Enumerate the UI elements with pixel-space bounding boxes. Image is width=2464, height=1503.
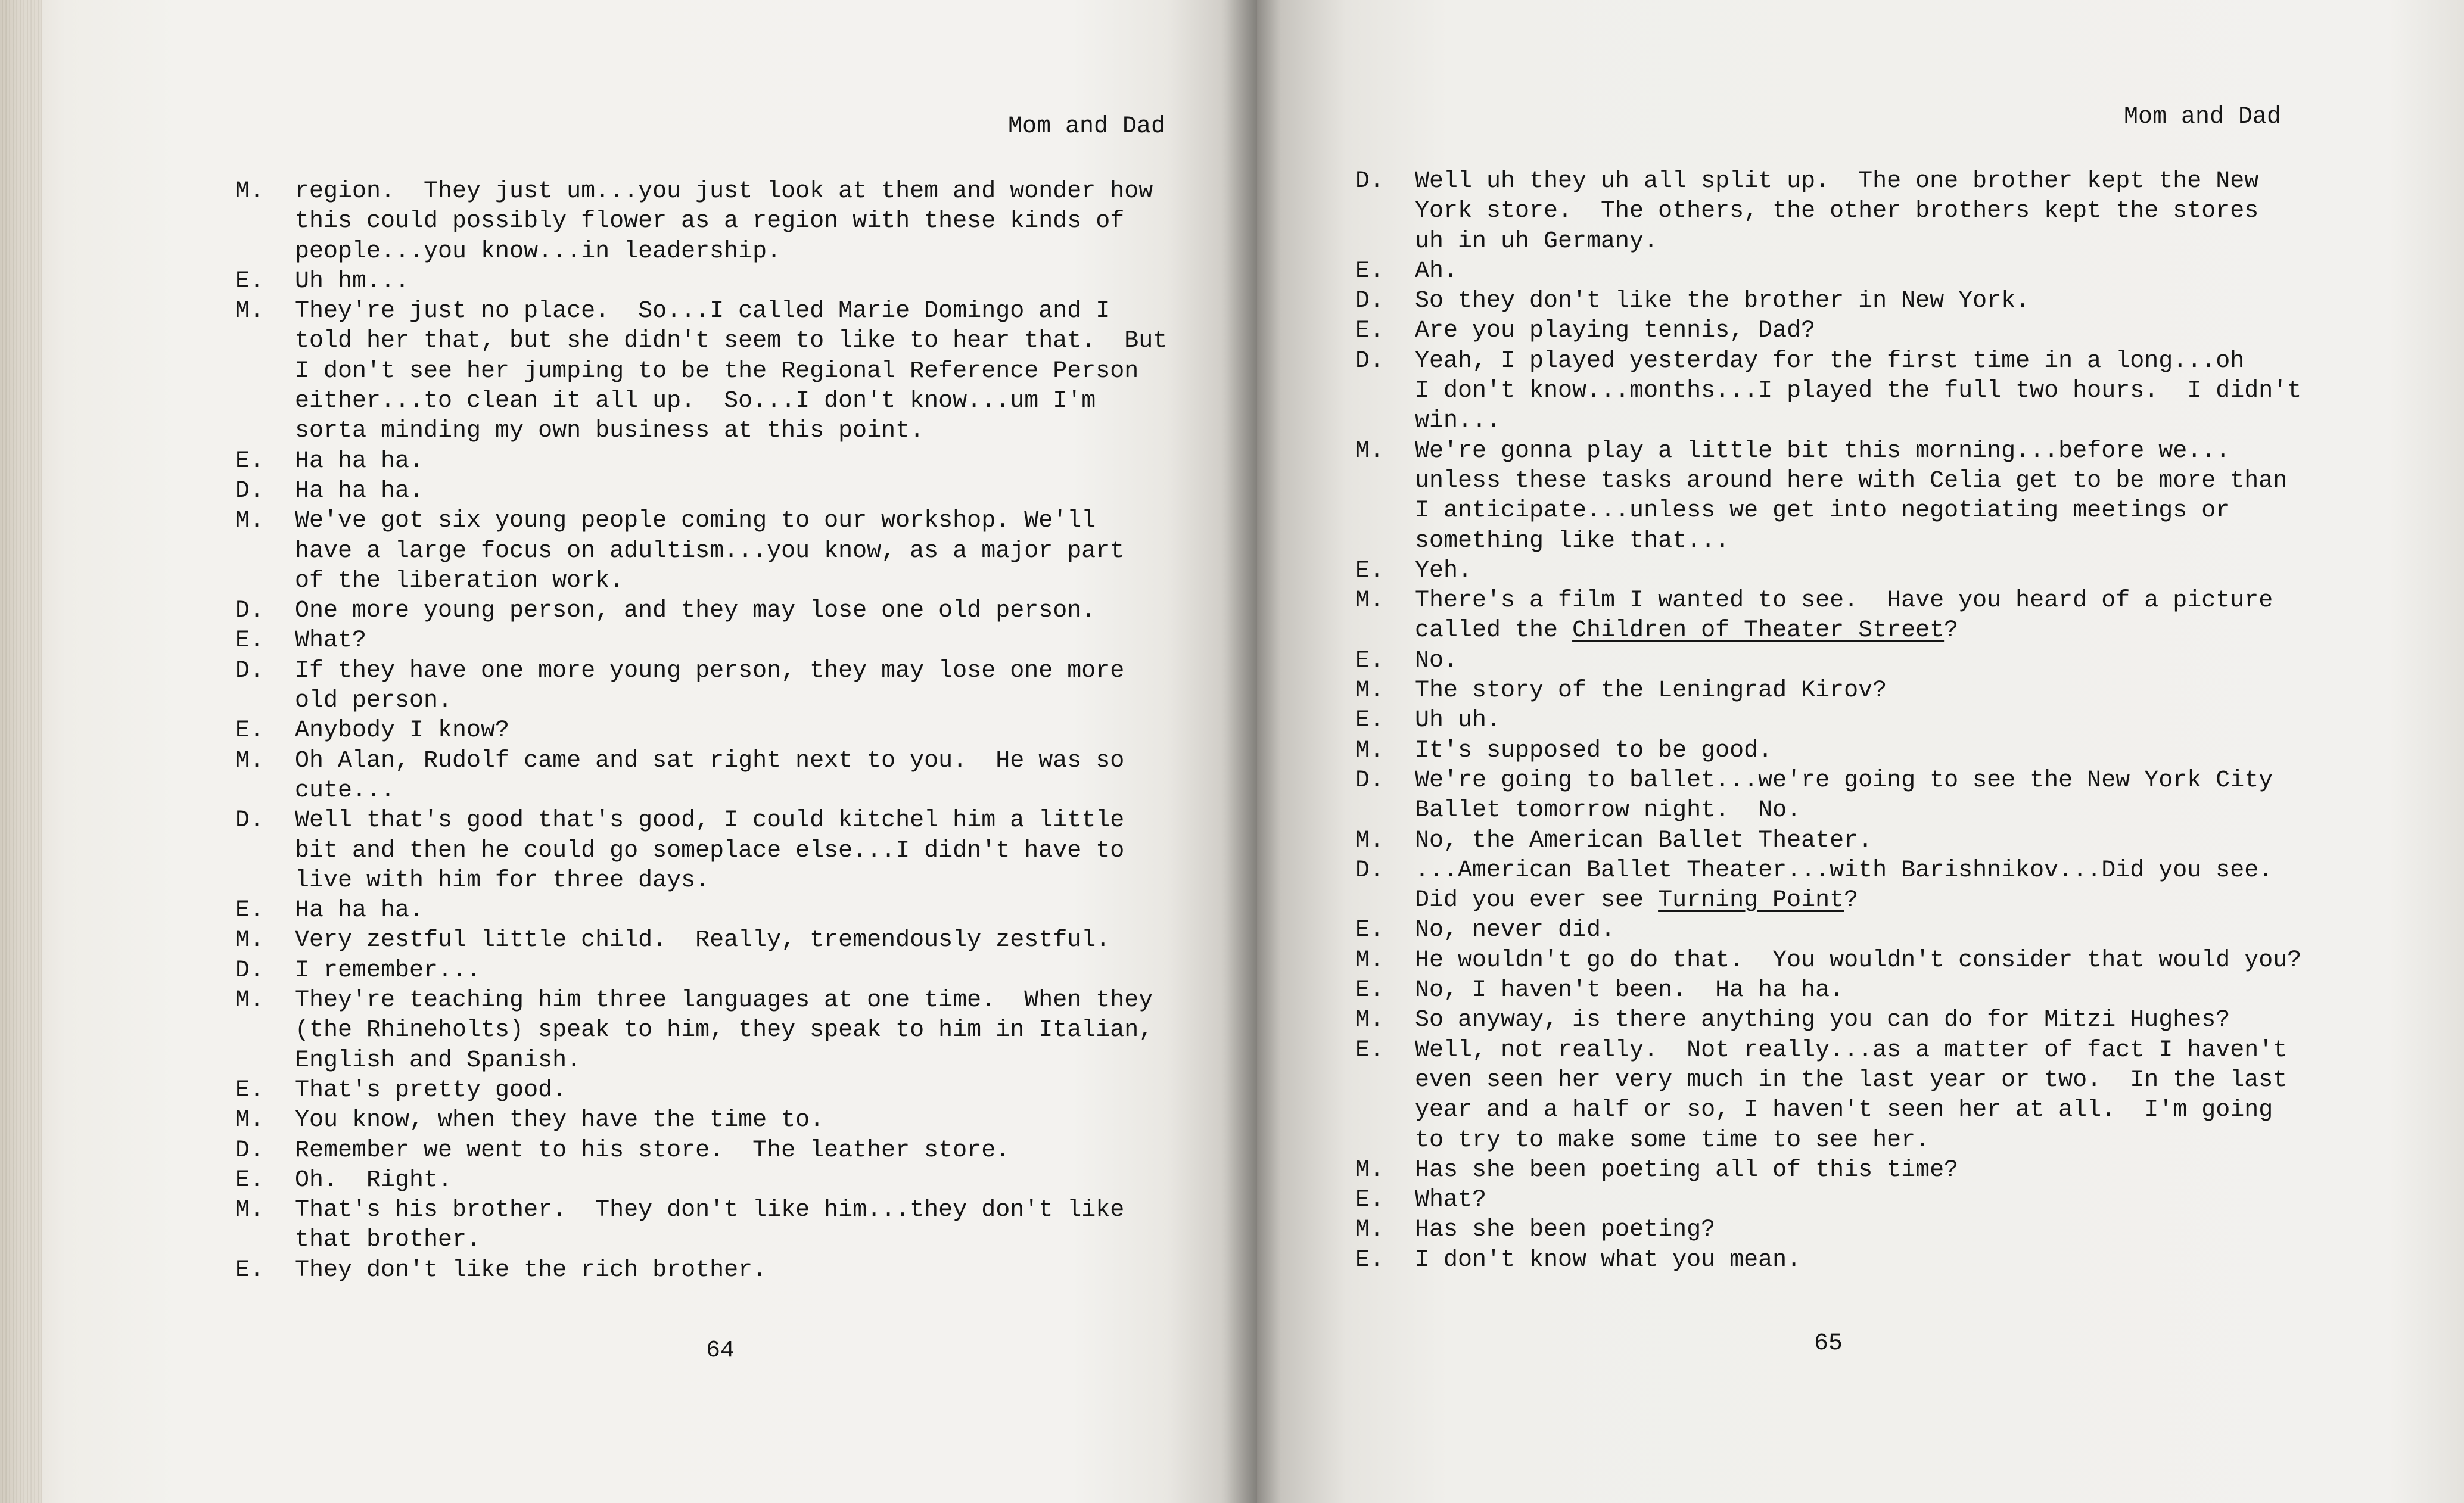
line-text-main: The story of the Leningrad Kirov? [1415,677,1887,705]
line-text-main: called the [1415,617,1573,645]
speaker-label: D. [235,1137,265,1164]
speaker-label: E. [1355,647,1385,674]
line-text [295,477,424,506]
line-text-main: If they have one more young person, they may lose one more [295,657,1125,684]
line-text-main: uh in uh Germany. [1415,228,1659,255]
line-text [1415,706,1501,736]
line-text [1415,886,1858,916]
line-text [295,416,924,446]
line-text-main: of the liberation work. [295,567,624,595]
speaker-label: E. [1355,1246,1385,1274]
line-text-main: There's a film I wanted to see. Have you heard of a picture [1415,587,2273,615]
line-text [1415,856,2273,886]
line-text [295,926,1110,956]
line-text [295,1225,481,1255]
line-text [1415,976,1844,1006]
line-text-main: bit and then he could go someplace else...I didn't have to [295,837,1125,864]
line-text [1415,646,1458,676]
line-text-main: I remember... [295,957,481,984]
line-text-main: ...American Ballet Theater...with Barishnikov...Did you see. [1415,857,2273,884]
line-text-main: either...to clean it all up. So...I don't know...um I'm [295,388,1096,415]
line-text-main: I anticipate...unless we get into negotiating meetings or [1415,497,2230,525]
line-text [295,776,395,806]
line-text [1415,1156,1958,1185]
line-text-main: Oh. Right. [295,1166,453,1194]
speaker-label: E. [1355,977,1385,1004]
line-text-main: I don't see her jumping to be the Regional Reference Person [295,357,1139,385]
speaker-label: E. [235,1256,265,1284]
line-text-main: this could possibly flower as a region with these kinds of [295,208,1125,235]
underlined-title: Children of Theater Street [1572,617,1945,645]
line-text-main: that brother. [295,1227,481,1254]
line-text-main: We're gonna play a little bit this morning...before we... [1415,437,2230,465]
line-text-tail: ? [1944,617,1959,645]
line-text [1415,287,2030,316]
speaker-label: D. [1355,857,1385,884]
speaker-label: D. [235,598,265,625]
line-text-main: What? [295,627,367,655]
line-text [1415,347,2244,376]
speaker-label: E. [1355,1187,1385,1214]
speaker-label: E. [1355,1037,1385,1064]
line-text [295,686,452,716]
line-text [295,716,509,746]
line-text-main: No. [1415,647,1458,674]
line-text-main: Ha ha ha. [295,477,424,505]
line-text-main: No, I haven't been. Ha ha ha. [1415,977,1844,1004]
line-text-main: to try to make some time to see her. [1415,1127,1930,1154]
speaker-label: D. [235,477,265,505]
line-text [1415,826,1872,856]
speaker-label: M. [235,927,265,954]
line-text [1415,1185,1486,1215]
line-text [295,447,424,477]
speaker-label: E. [235,447,265,475]
line-text-main: old person. [295,687,453,715]
line-text-main: Ha ha ha. [295,897,424,925]
line-text-main: Has she been poeting all of this time? [1415,1156,1959,1184]
speaker-label: M. [235,747,265,774]
line-text-main: Has she been poeting? [1415,1216,1716,1244]
line-text-main: win... [1415,407,1501,435]
line-text-main: Yeah, I played yesterday for the first time in a long...oh [1415,347,2245,375]
line-text-main: Anybody I know? [295,717,510,745]
line-text [295,626,366,656]
line-text-main: Ha ha ha. [295,447,424,475]
line-text-tail: ? [1844,887,1859,914]
line-text [1415,1036,2287,1066]
line-text [1415,1246,1801,1275]
line-text-main: It's supposed to be good. [1415,737,1773,764]
running-head: Mom and Dad [1008,113,1166,140]
line-text-main: They're just no place. So...I called Marie Domingo and I [295,298,1110,325]
speaker-label: E. [1355,557,1385,584]
page-edge-stack [0,0,42,1503]
speaker-label: M. [1355,737,1385,764]
line-text [295,806,1124,836]
line-text [295,267,409,297]
line-text-main: told her that, but she didn't seem to like to hear that. But [295,328,1168,355]
line-text-main: One more young person, and they may lose one old person. [295,598,1096,625]
speaker-label: M. [1355,827,1385,854]
line-text [295,537,1124,567]
line-text [295,177,1153,207]
line-text [295,357,1138,387]
line-text [1415,466,2287,496]
line-text-main: We're going to ballet...we're going to see the New York City [1415,767,2273,794]
line-text-main: He wouldn't go do that. You wouldn't consider that would you? [1415,947,2302,974]
speaker-label: E. [235,1076,265,1104]
line-text [295,836,1124,866]
speaker-label: E. [1355,707,1385,735]
line-text-main: even seen her very much in the last year or two. In the last [1415,1066,2288,1094]
line-text [1415,676,1887,706]
speaker-label: D. [235,807,265,835]
speaker-label: D. [1355,288,1385,315]
line-text-main: Did you ever see [1415,887,1659,914]
speaker-label: M. [1355,677,1385,705]
speaker-label: D. [1355,168,1385,195]
line-text-main: cute... [295,777,396,804]
speaker-label: M. [1355,1007,1385,1034]
line-text [1415,1066,2287,1096]
line-text-main: something like that... [1415,527,1730,555]
line-text [1415,586,2273,616]
speaker-label: E. [235,897,265,925]
line-text-main: live with him for three days. [295,867,710,894]
line-text [295,1016,1153,1045]
line-text-main: Remember we went to his store. The leather store. [295,1137,1010,1164]
line-text-main: region. They just um...you just look at them and wonder how [295,178,1153,205]
line-text-main: They're teaching him three languages at one time. When they [295,987,1153,1015]
line-text [295,207,1124,237]
line-text-main: You know, when they have the time to. [295,1107,825,1134]
line-text [1415,556,1472,586]
line-text-main: Ah. [1415,257,1458,285]
line-text-main: What? [1415,1187,1487,1214]
line-text-main: York store. The others, the other brothers kept the stores [1415,198,2259,225]
line-text [1415,736,1772,766]
line-text [1415,197,2258,226]
line-text [295,297,1110,326]
line-text-main: people...you know...in leadership. [295,238,782,265]
line-text-main: sorta minding my own business at this point. [295,418,925,445]
line-text [1415,916,1615,945]
line-text [1415,406,1501,436]
line-text [1415,376,2301,406]
line-text-main: Ballet tomorrow night. No. [1415,797,1802,824]
speaker-label: E. [1355,917,1385,944]
line-text-main: So anyway, is there anything you can do for Mitzi Hughes? [1415,1007,2230,1034]
line-text-main: unless these tasks around here with Celia get to be more than [1415,467,2288,494]
line-text-main: That's pretty good. [295,1076,567,1104]
line-text [295,1136,1010,1166]
line-text [1415,766,2273,796]
speaker-label: M. [235,508,265,535]
line-text [295,866,710,896]
line-text [295,956,481,986]
speaker-label: E. [1355,318,1385,345]
line-text [295,387,1096,416]
line-text [295,506,1096,536]
line-text [1415,316,1815,346]
speaker-label: M. [235,1197,265,1224]
line-text-main: Very zestful little child. Really, tremendously zestful. [295,927,1110,954]
speaker-label: M. [1355,437,1385,465]
speaker-label: M. [1355,1216,1385,1244]
line-text [295,1166,452,1196]
line-text [295,1256,767,1286]
page-number: 64 [706,1337,735,1364]
speaker-label: E. [1355,257,1385,285]
line-text-main: We've got six young people coming to our workshop. We'll [295,508,1096,535]
speaker-label: E. [235,717,265,745]
line-text [1415,796,1801,826]
line-text [1415,616,1958,646]
speaker-label: M. [1355,1156,1385,1184]
line-text [295,567,624,596]
line-text-main: I don't know...months...I played the full two hours. I didn't [1415,378,2302,405]
line-text-main: Are you playing tennis, Dad? [1415,318,1816,345]
speaker-label: M. [1355,947,1385,974]
line-text [295,656,1124,686]
line-text [1415,496,2230,526]
line-text-main: No, the American Ballet Theater. [1415,827,1873,854]
line-text [1415,1215,1715,1245]
line-text-main: Oh Alan, Rudolf came and sat right next to you. He was so [295,747,1125,774]
line-text-main: Well, not really. Not really...as a matter of fact I haven't [1415,1037,2288,1064]
line-text-main: have a large focus on adultism...you know, as a major part [295,537,1125,565]
line-text-main: Well uh they uh all split up. The one brother kept the New [1415,168,2259,195]
line-text [295,1106,824,1135]
line-text [295,1046,581,1076]
speaker-label: E. [235,627,265,655]
line-text [1415,527,1729,556]
line-text-main: That's his brother. They don't like him...they don't like [295,1197,1125,1224]
line-text [1415,257,1458,287]
line-text-main: They don't like the rich brother. [295,1256,767,1284]
running-head: Mom and Dad [2124,104,2282,130]
line-text [1415,946,2301,976]
line-text [1415,1096,2273,1125]
speaker-label: D. [235,657,265,684]
line-text [295,746,1124,776]
speaker-label: D. [1355,347,1385,375]
line-text-main: English and Spanish. [295,1047,581,1074]
speaker-label: D. [1355,767,1385,794]
spine-shadow [1221,0,1257,1503]
speaker-label: E. [235,267,265,295]
line-text [295,1196,1124,1225]
line-text [295,326,1167,356]
line-text-main: Yeh. [1415,557,1473,584]
line-text-main: year and a half or so, I haven't seen her at all. I'm going [1415,1097,2273,1124]
page-number: 65 [1814,1330,1843,1357]
speaker-label: M. [235,987,265,1015]
line-text [295,596,1096,626]
line-text-main: I don't know what you mean. [1415,1246,1802,1274]
speaker-label: M. [1355,587,1385,615]
speaker-label: M. [235,1107,265,1134]
speaker-label: E. [235,1166,265,1194]
line-text [1415,1006,2230,1035]
line-text [295,896,424,926]
line-text-main: Uh uh. [1415,707,1501,735]
speaker-label: M. [235,298,265,325]
line-text [1415,437,2230,466]
line-text-main: No, never did. [1415,917,1616,944]
line-text [1415,1126,1930,1156]
line-text [1415,167,2258,197]
speaker-label: M. [235,178,265,205]
line-text [295,986,1153,1016]
line-text-main: So they don't like the brother in New York. [1415,288,2030,315]
line-text [1415,227,1658,257]
speaker-label: D. [235,957,265,984]
line-text-main: Well that's good that's good, I could kitchel him a little [295,807,1125,835]
line-text-main: Uh hm... [295,267,410,295]
right-page [1257,0,2464,1503]
line-text [295,1076,567,1106]
underlined-title: Turning Point [1658,887,1844,914]
line-text [295,237,781,267]
line-text-main: (the Rhineholts) speak to him, they speak to him in Italian, [295,1017,1153,1044]
